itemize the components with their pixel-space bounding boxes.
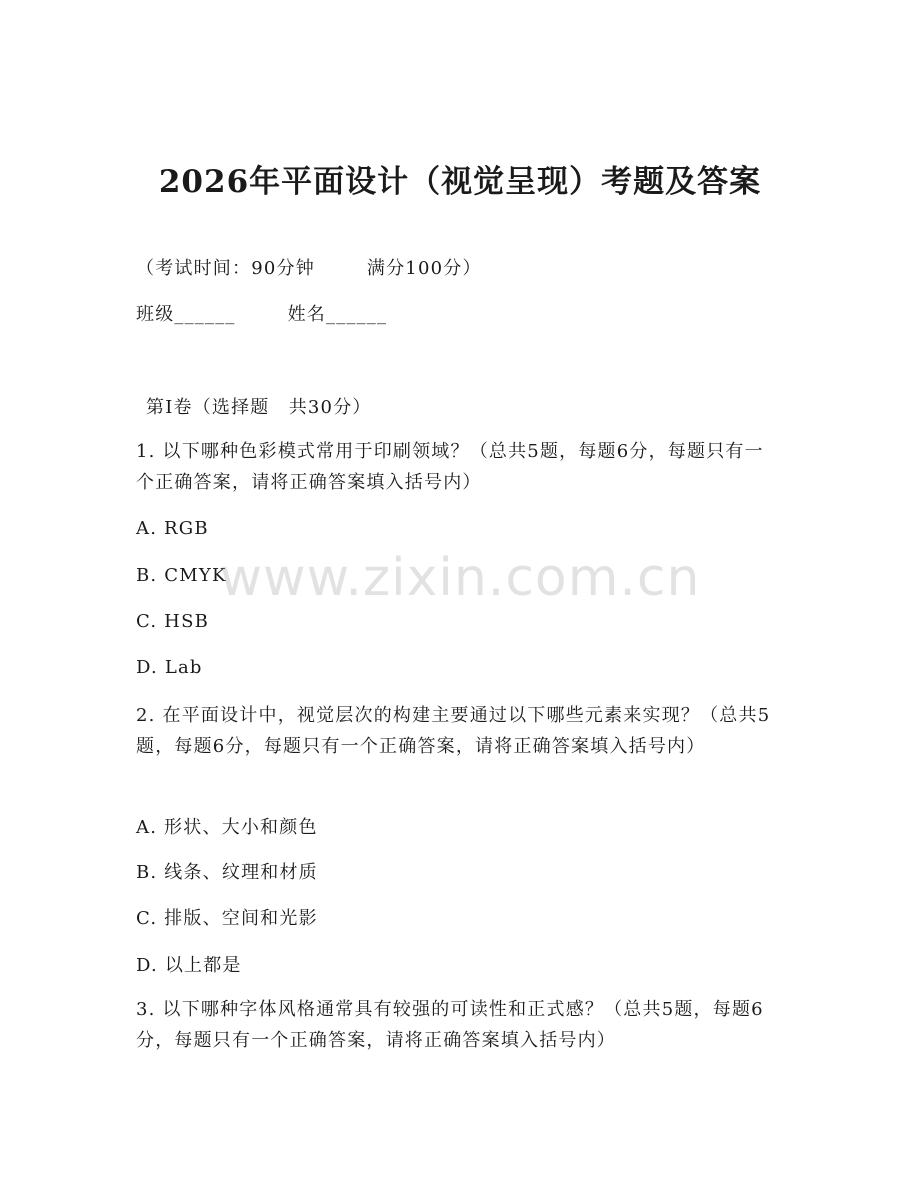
section-heading: 第Ⅰ卷（选择题 共30分） xyxy=(146,397,372,418)
question-3-text: 3. 以下哪种字体风格通常具有较强的可读性和正式感？（总共5题，每题6分，每题只有一个正确答案，请将正确答案填入括号内） xyxy=(136,999,764,1051)
question-2-option-a: A. 形状、大小和颜色 xyxy=(136,817,318,838)
question-1-option-d: D. Lab xyxy=(136,657,203,678)
question-1-option-c: C. HSB xyxy=(136,611,210,632)
question-2-text: 2. 在平面设计中，视觉层次的构建主要通过以下哪些元素来实现？（总共5题，每题6分，每题只有一个正确答案，请将正确答案填入括号内） xyxy=(136,705,771,757)
question-1-option-b: B. CMYK xyxy=(136,565,227,586)
question-1-text: 1. 以下哪种色彩模式常用于印刷领域？（总共5题，每题6分，每题只有一个正确答案，请将正确答案填入括号内） xyxy=(136,441,764,493)
exam-time: （考试时间：90分钟 xyxy=(136,258,315,279)
document-title: 2026年平面设计（视觉呈现）考题及答案 xyxy=(158,164,762,200)
class-field-label: 班级______ xyxy=(136,304,236,325)
question-1-option-a: A. RGB xyxy=(136,518,209,539)
question-2-option-b: B. 线条、纹理和材质 xyxy=(136,862,318,883)
question-2-option-c: C. 排版、空间和光影 xyxy=(136,908,318,929)
watermark: www.zixin.com.cn xyxy=(219,548,701,608)
student-info xyxy=(136,300,387,326)
question-2-option-d: D. 以上都是 xyxy=(136,955,242,976)
name-field-label: 姓名______ xyxy=(287,304,388,325)
exam-full-score: 满分100分） xyxy=(366,258,482,279)
exam-info xyxy=(136,254,482,280)
